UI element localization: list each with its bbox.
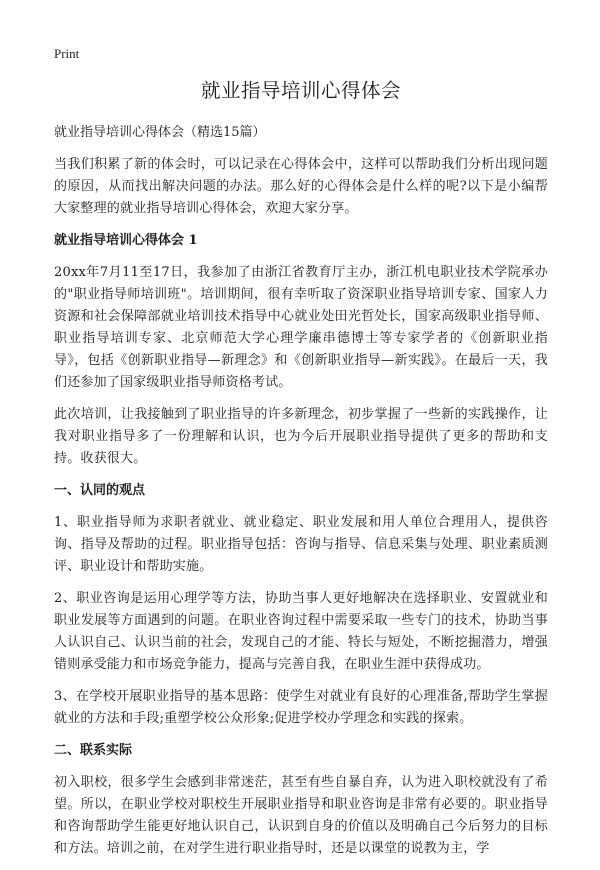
part2-paragraph: 初入职校，很多学生会感到非常迷茫，甚至有些自暴自弃，认为进入职校就没有了希望。所以，在职业学校对职校生开展职业指导和职业咨询是非常有必要的。职业指导和咨询帮助学生能更好地认识自己，认识到自身的价值以及明确自己今后努力的目标和方法。培训之前，在对学生进行职业指导时，还是以课堂的说教为主，学 (54, 775, 548, 856)
section-heading: 就业指导培训心得体会 1 (54, 233, 198, 248)
document-subtitle: 就业指导培训心得体会（精选15篇） (54, 125, 266, 140)
section1-paragraph: 此次培训，让我接触到了职业指导的许多新理念，初步掌握了一些新的实践操作，让我对职业指导多了一份理解和认识，也为今后开展职业指导提供了更多的帮助和支持。收获很大。 (54, 407, 548, 466)
document-body (54, 78, 548, 870)
part1-item: 1、职业指导师为求职者就业、就业稳定、职业发展和用人单位合理用人，提供咨询、指导及帮助的过程。职业指导包括：咨询与指导、信息采集与处理、职业素质测评、职业设计和帮助实施。 (54, 515, 548, 574)
part2-heading: 二、联系实际 (54, 743, 133, 758)
section1-paragraph: 20xx年7月11至17日，我参加了由浙江省教育厅主办，浙江机电职业技术学院承办的"职业指导师培训班"。培训期间，很有幸听取了资深职业指导培训专家、国家人力资源和社会保障部就业培训技术指导中心就业处田光哲处长，国家高级职业指导师、职业指导培训专家、北京师范大学心理学廉串德博士等专家学者的《创新职业指导》，包括《创新职业指导—新理念》和《创新职业指导—新实践》。在最后一天，我们还参加了国家级职业指导师资格考试。 (54, 265, 548, 390)
part1-item: 3、在学校开展职业指导的基本思路：使学生对就业有良好的心理准备,帮助学生掌握就业的方法和手段;重塑学校公众形象;促进学校办学理念和实践的探索。 (54, 689, 548, 726)
part1-heading: 一、认同的观点 (54, 483, 146, 498)
print-link[interactable]: Print (54, 46, 80, 61)
intro-paragraph: 当我们积累了新的体会时，可以记录在心得体会中，这样可以帮助我们分析出现问题的原因，从而找出解决问题的办法。那么好的心得体会是什么样的呢?以下是小编帮大家整理的就业指导培训心得体会，欢迎大家分享。 (54, 157, 548, 216)
part1-item: 2、职业咨询是运用心理学等方法，协助当事人更好地解决在选择职业、安置就业和职业发展等方面遇到的问题。在职业咨询过程中需要采取一些专门的技术，协助当事人认识自己、认识当前的社会，发现自己的才能、特长与短处，不断挖掘潜力，增强错则承受能力和市场竞争能力，提高与完善自我，在职业生涯中获得成功。 (54, 591, 548, 672)
page-title: 就业指导培训心得体会 (200, 79, 401, 102)
